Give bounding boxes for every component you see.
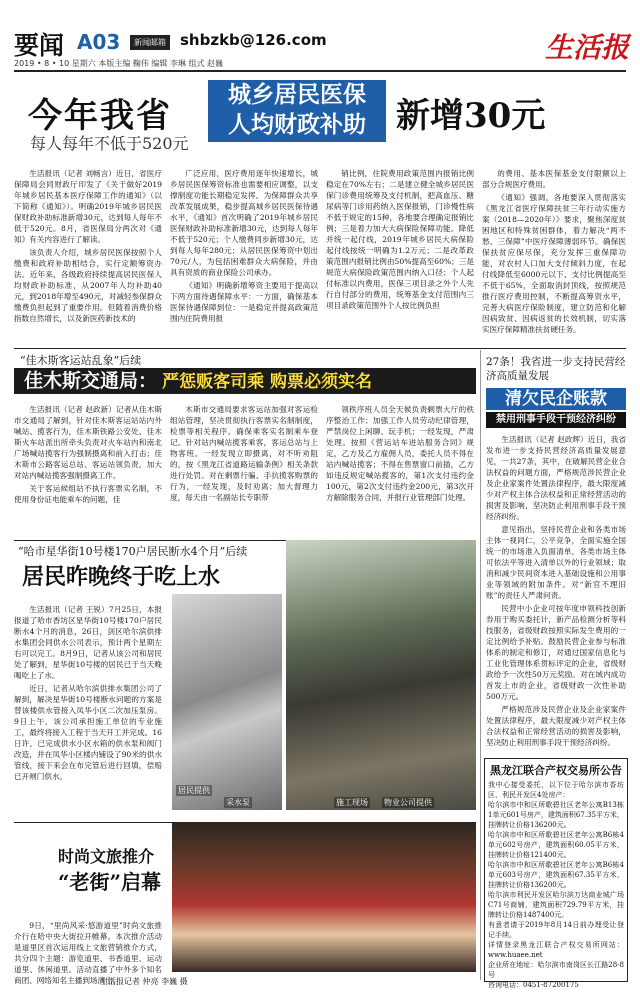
fund-subhead: 禁用刑事手段干预经济纠纷 bbox=[486, 412, 626, 428]
lead-col-1 bbox=[14, 168, 162, 326]
bus-kicker: “佳木斯客运站乱象”后续 bbox=[20, 354, 142, 367]
bus-headline-a: 佳木斯交通局： bbox=[24, 370, 158, 392]
paragraph: 领秩序班人员全天候负责剩票大厅的秩序整治工作；加强工作人员劳动纪律管理，严禁岗位上闲聊、玩手机；一经发现，严肃处理。按照《营运站车进站服务合同》规定，乙方及乙方雇佣人员，委托人员不得在站内喊站揽客；不得在售票窗口前插，乙方如违反规定喊站揽客的，第1次支付违约金100元，第2次支付违约金200元，第3次开方解除服务合同，并报行业管理部门处理。 bbox=[326, 405, 474, 502]
paragraph: 生活报讯（记者 赵政新）记者从佳木斯市交通局了解到，针对佳木斯客运站站内外喊站、揽客行为，佳木斯铁路公安处、佳木斯火车站派出所牵头负责对火车站内和南北广场喊站揽客行为强制摄离和前入打击；佳木斯市公路客运总站、客运站领负责，加大对站内喊站揽客强制摄离工作。 bbox=[14, 405, 162, 480]
email-address[interactable]: shbzkb@126.com bbox=[180, 31, 327, 49]
header-divider bbox=[14, 70, 626, 72]
lead-box-line1: 城乡居民医保 bbox=[228, 81, 366, 108]
paragraph: 销比例，住院费用政策范围内报销比例稳定在70%左右；二是建立健全城乡居民医保门诊费用统筹及支付机制，把高血压、糖尿病等门诊用药纳入医保报销，门诊慢性病不低于规定的15种，各地要合理确定报销比例；三是着力加大大病保险保障功能。降低并统一起付线，2019年城乡居民大病保险起付线按统一明确为1.2万元；二是改革政策范围内报销比例由50%提高至60%；三是规范大病保险政策范围内纳入口径；个人起付标准以内费用，医保三项目录之外个人先行自付部分的费用，统筹基金支付范围内三项目录政策范围外个人按比例负担 bbox=[326, 169, 474, 310]
lead-headline-right: 新增30元 bbox=[396, 96, 546, 136]
photo-caption: 采水泵 bbox=[226, 798, 250, 807]
tourism-photo bbox=[172, 822, 476, 972]
lead-divider bbox=[14, 348, 626, 349]
paragraph: 生活报讯（记者 刘畅言）近日，省医疗保障局会同财政厅印发了《关于做好2019年城乡居民基本医疗保障工作的通知》（以下简称《通知》）。明确2019年城乡居民医保财政补助标准新增30元，达到每人每年不低于520元。8月，省医保局分两次对《通知》有关内容进行了解读。 bbox=[14, 169, 162, 244]
lead-headline-box bbox=[208, 80, 386, 142]
paragraph: 关于客运候组站不执行客票实名制，不使用身份证电能乘车的问题，佳 bbox=[14, 484, 162, 504]
paragraph: 严格规范涉及民营企业及企业家案件处置法律程序，最大限度减少对产权主体合法权益和正常经营活动的损害及影响，坚决防止利用刑事手段干预经济纠纷。 bbox=[486, 705, 626, 747]
photo-credit: 居民提供 bbox=[178, 786, 210, 795]
tourism-credit: 生活报记者 仲亮 李巍 摄 bbox=[100, 977, 188, 986]
paragraph: 该负责人介绍，城乡居民医保按照个人缴费和政府补助相结合，实行定额筹资办法。近年来，各级政府持续提高居民医保人均财政补助标准，从2007年人均补助40元，到2018年增至490元，对减轻参保群众缴费负担起到了重要作用。但随着消费价格指数自然增长，以及新医药新技术的 bbox=[14, 248, 162, 323]
auction-item: 详情登录黑龙江联合产权交易所网站：www.huaee.net bbox=[488, 941, 624, 959]
fund-body bbox=[486, 434, 626, 750]
auction-list bbox=[485, 778, 627, 992]
dateline: 2019 • 8 • 10 星期六 本版主编 鞠伟 编辑 李琳 组式 赵巍 bbox=[14, 59, 224, 68]
water-photo-pump bbox=[172, 594, 282, 810]
auction-item: 咨询电话：0451-87200175 bbox=[488, 981, 579, 989]
auction-item: 哈尔滨市中和区所歌碧社区老年公寓B6栋4单元603号房产，建筑面积67.35平方米，挂牌转让价格136200元。 bbox=[488, 861, 624, 889]
photo-credit: 物业公司提供 bbox=[384, 798, 432, 807]
auction-item: 哈尔滨市利民开发区哈尔滨万达商业城广场C71号商铺，建筑面积729.79平方米，挂牌转让价格1487400元。 bbox=[488, 891, 624, 919]
auction-box bbox=[484, 758, 628, 989]
right-col-divider bbox=[480, 350, 481, 980]
bus-headline-b: 严惩贩客司乘 购票必须实名 bbox=[162, 372, 373, 392]
auction-item: 哈尔滨市中和区所歌碧社区老年公寓B13栋1单元601号房产，建筑面积67.35平方米，挂牌转让价格136200元。 bbox=[488, 801, 624, 829]
photo-caption: 施工现场 bbox=[336, 798, 368, 807]
auction-item: 有意者请于2019年8月14日前办理受让登记手续。 bbox=[488, 921, 624, 939]
paragraph: 《通知》明确新增筹资主要用于提高以下两方面待遇保障水平：一方面，确保基本医保待遇保障到位：一是稳定并提高政策范围内住院费用报 bbox=[170, 281, 318, 323]
auction-title: 黑龙江联合产权交易所公告 bbox=[490, 764, 622, 777]
paragraph: 民营中小企业可按年度申领科技创新券用于购买委托计，新产品检测分析等科技服务，省级财政按照实际发生费用的一定比例给予补贴。鼓励民营企业参与标准体系的制定和修订，对通过国家信息化与工业化管理体系贯标评定的企业，省级财政给予一次性50万元奖励。对在域内成功首发上市的企业，省级财政一次性补助500万元。 bbox=[486, 604, 626, 701]
bus-col-2 bbox=[170, 404, 318, 505]
paragraph: 木斯市交通局要求客运站加强对客运检组站管理，坚决贯彻执行客票实名制制度，检票等相关程序。确保乘客实名制乘车登记。针对站内喊站揽客乘客，客运总站与上物客班。一经发现立即摄离，对不听劝阻的，按《黑龙江省道路运输条例》相关条款进行处罚。对在剩票行骗、手抗揽客购票的行为，一经发现，及时劝离；加大督理力度，每天由一名副站长专职带 bbox=[170, 405, 318, 502]
bus-col-3 bbox=[326, 404, 474, 505]
auction-item: 我中心接受委托，以下位于哈尔滨市香坊区、利民开发区4处房产： bbox=[488, 781, 624, 799]
fund-headline: 清欠民企账款 bbox=[486, 388, 626, 410]
lead-box-line2: 人均财政补助 bbox=[228, 111, 366, 138]
paragraph: 生活报讯（记者 赵政辉）近日，我省发布进一步支持民营经济高质量发展意见，一共27条，其中，在破解民营企业合法权益的问题方面，严格规范涉民营企业及企业家案件处置法律程序，最大限度减少对产权主体合法权益和正常经营活动的损害及影响，坚决防止利用刑事手段干预经济纠纷。 bbox=[486, 435, 626, 521]
water-headline: 居民昨晚终于吃上水 bbox=[22, 564, 221, 590]
water-kicker: “哈市星华街10号楼170户居民断水4个月”后续 bbox=[18, 545, 248, 558]
auction-item: 哈尔滨市中和区所歌碧社区老年公寓B6栋4单元602号房产，建筑面积60.05平方米，挂牌转让价格121400元。 bbox=[488, 831, 624, 859]
paragraph: 生活报讯（记者 王锐）7月25日，本报报道了哈市香坊区星华街10号楼170户居民断水4个月的消息，26日，剑区哈尔滨供排水集团会同供水公司表示，预计两个星期左右可以完工。8月9日，记者从该公司和居民处了解到，星华街10号楼的居民已于当天晚喝吃上了水。 bbox=[14, 605, 162, 680]
lead-col-3 bbox=[326, 168, 474, 313]
water-col bbox=[14, 604, 162, 784]
paragraph: 《通知》强调，各地要深入贯彻落实《黑龙江省医疗保障扶贫三年行动实施方案（2018—2020年）》要求，聚焦深度贫困地区和特殊贫困群体，着力解决“两不愁、三保障”中医疗保障薄弱环节。确保医保扶贫应保尽保，充分发挥三重保障功能，对农村人口加大支付倾斜力度，在起付线降低至6000元以下、支付比例提高至不低于65%，全面取消封顶线，按照规范推行医疗费用控制，不断提高筹资水平，完善大病医疗保险制度，建立防范和化解因病致贫、因病返贫的长效机制，切实落实医疗保障精准扶贫硬任务。 bbox=[482, 193, 626, 334]
water-photo-site bbox=[286, 540, 476, 810]
lead-subtitle: 每人每年不低于520元 bbox=[30, 134, 189, 153]
bus-col-1 bbox=[14, 404, 162, 507]
paragraph: 意见指出，坚持民营企业和各类市场主体一视同仁，公平竞争，全面实施全国统一的市场准入负面清单，各类市场主体可依法平等进入清单以外的行业领域；取消和减少民间资本进入基础设施和公用事业等领域的附加条件。对“新官不理旧账”的责任人严肃问责。 bbox=[486, 525, 626, 600]
section-title: 要闻 bbox=[14, 31, 65, 60]
auction-item: 企业所在地址：哈尔滨市南岗区长江路28-8号 bbox=[488, 961, 624, 979]
email-badge: 新闻邮箱 bbox=[130, 35, 170, 50]
paragraph: 近日，记者从哈尔滨供排水集团公司了解到，解决星华街10号楼断水问题的方案是替该楼供水管接入凤华小区二次加压泵房。9日上午，该公司承担施工单位的专业施工，最终将接入工程于当天开工并完成。16日许，已完成供水小区水箱的供水泵和阀门改造，并在凤华小区楼内铺设了90米的供水管线，接下来会在布完管后进行回填，偿赔已开闸门供水。 bbox=[14, 684, 162, 781]
tourism-headline-1: 时尚文旅推介 bbox=[58, 847, 155, 866]
lead-headline-left: 今年我省 bbox=[28, 96, 172, 136]
lead-col-2 bbox=[170, 168, 318, 326]
page-number: A03 bbox=[77, 30, 121, 54]
fund-kicker: 27条！我省进一步支持民营经济高质量发展 bbox=[486, 356, 626, 382]
paragraph: 广泛应用，医疗费用逐年快速增长，城乡居民医保筹资标准也需要相应调整，以支撑制度功能长期稳定发挥。为保障群众共享改革发展成果，稳步提高城乡居民医保待遇水平，《通知》首次明确了2019年城乡居民医保财政补助标准新增30元，达到每人每年不低于520元；个人缴费同步新增30元，达到每人每年280元；从居民医保筹资中划出70元/人，为包括困难群众大病保险，并由具有资质的商业保险公司承办。 bbox=[170, 169, 318, 277]
bus-headline bbox=[14, 368, 476, 394]
lead-col-4 bbox=[482, 168, 626, 337]
paragraph: 的费用、基本医保基金支付限额以上部分合规医疗费用。 bbox=[482, 169, 626, 189]
paper-logo: 生活报 bbox=[545, 31, 630, 64]
page-header bbox=[0, 0, 640, 68]
tourism-headline-2: “老街”启幕 bbox=[58, 870, 162, 894]
paragraph: 9日，“里尚风采·悠游道里”时尚文旅推介行在哈中央大街拉开帷幕。本次推介活动是道里区首次运用线上文旅营销推介方式，共分四个主题：游览道里、书香道里、运动道里、休闲道里。活动直播了中外多个知名商团、网络知名主播到场演出。 bbox=[14, 921, 162, 985]
